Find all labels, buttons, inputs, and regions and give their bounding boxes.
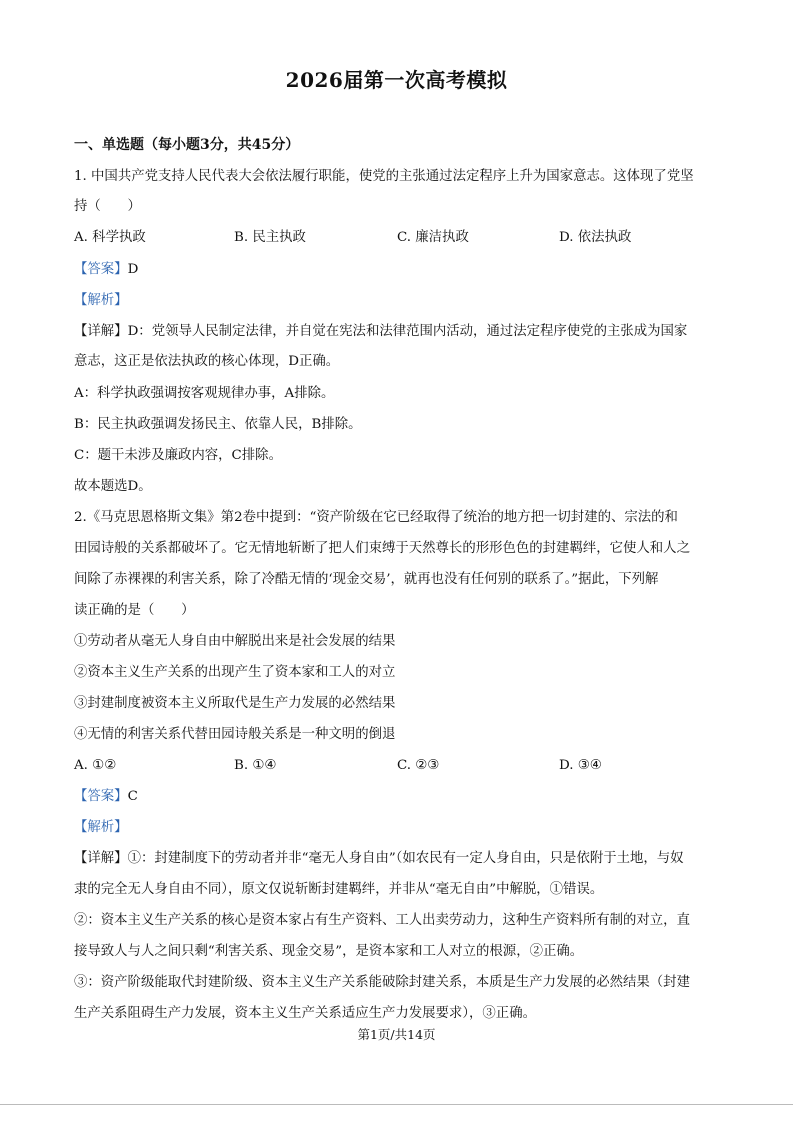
q2-answer-line bbox=[74, 787, 723, 807]
q2-stem-line-2: 田园诗般的关系都破坏了。它无情地斩断了把人们束缚于天然尊长的形形色色的封建羁绊，它使人和人之 bbox=[74, 541, 690, 556]
q1-stem-line-2: 持（ ） bbox=[74, 199, 141, 214]
q1-detail-text-1: D：党领导人民制定法律，并自觉在宪法和法律范围内活动，通过法定程序使党的主张成为国家 bbox=[127, 324, 688, 339]
q2-stem-line-3: 间除了赤裸裸的利害关系，除了冷酷无情的‘现金交易’，就再也没有任何别的联系了。”据此，下列解 bbox=[74, 572, 659, 587]
q2-statement-4: ④无情的利害关系代替田园诗般关系是一种文明的倒退 bbox=[74, 727, 396, 742]
section-heading: 一、单选题（每小题3分，共45分） bbox=[74, 137, 300, 153]
q2-option-b: B. ①④ bbox=[234, 758, 277, 773]
q2-option-d: D. ③④ bbox=[559, 758, 602, 773]
q2-option-a: A. ①② bbox=[74, 758, 117, 773]
q2-option-c: C. ②③ bbox=[397, 758, 440, 773]
q1-option-c: C. 廉洁执政 bbox=[397, 230, 469, 245]
page-footer: 第1页/共14页 bbox=[357, 1027, 436, 1042]
q1-option-a: A. 科学执政 bbox=[74, 230, 146, 245]
q1-option-d: D. 依法执政 bbox=[559, 230, 632, 245]
q1-option-c-explanation: C：题干未涉及廉政内容，C排除。 bbox=[74, 448, 282, 463]
q1-detail-line-2: 意志，这正是依法执政的核心体现，D正确。 bbox=[74, 354, 340, 369]
q1-option-b-explanation: B：民主执政强调发扬民主、依靠人民，B排除。 bbox=[74, 417, 362, 432]
q2-detail-3-line-1: ③：资产阶级能取代封建阶级、资本主义生产关系能破除封建关系，本质是生产力发展的必然结果（封建 bbox=[74, 975, 690, 990]
q2-detail-1-line-1 bbox=[74, 849, 723, 869]
answer-tag: 【答案】 bbox=[74, 789, 128, 804]
q1-answer-line bbox=[74, 260, 723, 280]
q2-stem-line-1: 2.《马克思恩格斯文集》第2卷中提到：“资产阶级在它已经取得了统治的地方把一切封建的、宗法的和 bbox=[74, 510, 678, 525]
q1-option-a-explanation: A：科学执政强调按客观规律办事，A排除。 bbox=[74, 386, 335, 401]
q2-statement-2: ②资本主义生产关系的出现产生了资本家和工人的对立 bbox=[74, 665, 396, 680]
q1-stem-line-1: 1. 中国共产党支持人民代表大会依法履行职能，使党的主张通过法定程序上升为国家意志。这体现了党坚 bbox=[74, 169, 694, 184]
q2-detail-2-line-1: ②：资本主义生产关系的核心是资本家占有生产资料、工人出卖劳动力，这种生产资料所有制的对立，直 bbox=[74, 913, 690, 928]
q2-detail-1-text: ①：封建制度下的劳动者并非“毫无人身自由”（如农民有一定人身自由，只是依附于土地，与奴 bbox=[127, 851, 684, 866]
q1-answer-value: D bbox=[127, 262, 139, 277]
q1-option-b: B. 民主执政 bbox=[234, 230, 306, 245]
q2-analysis-tag: 【解析】 bbox=[74, 820, 128, 835]
q1-detail-line-1 bbox=[74, 322, 723, 342]
q2-detail-1-line-2: 隶的完全无人身自由不同），原文仅说斩断封建羁绊，并非从“毫无自由”中解脱，①错误。 bbox=[74, 882, 604, 897]
page-title: 2026届第一次高考模拟 bbox=[285, 68, 508, 92]
bottom-divider bbox=[0, 1104, 793, 1105]
detail-tag: 【详解】 bbox=[74, 324, 128, 339]
q2-answer-value: C bbox=[127, 789, 138, 804]
answer-tag: 【答案】 bbox=[74, 262, 128, 277]
detail-tag: 【详解】 bbox=[74, 851, 128, 866]
q2-detail-2-line-2: 接导致人与人之间只剩“利害关系、现金交易”，是资本家和工人对立的根源，②正确。 bbox=[74, 944, 584, 959]
q1-analysis-tag: 【解析】 bbox=[74, 293, 128, 308]
q1-conclusion: 故本题选D。 bbox=[74, 479, 152, 494]
q2-stem-line-4: 读正确的是（ ） bbox=[74, 603, 195, 618]
q2-statement-3: ③封建制度被资本主义所取代是生产力发展的必然结果 bbox=[74, 696, 396, 711]
q2-detail-3-line-2: 生产关系阻碍生产力发展，资本主义生产关系适应生产力发展要求），③正确。 bbox=[74, 1006, 536, 1021]
q2-statement-1: ①劳动者从毫无人身自由中解脱出来是社会发展的结果 bbox=[74, 634, 396, 649]
